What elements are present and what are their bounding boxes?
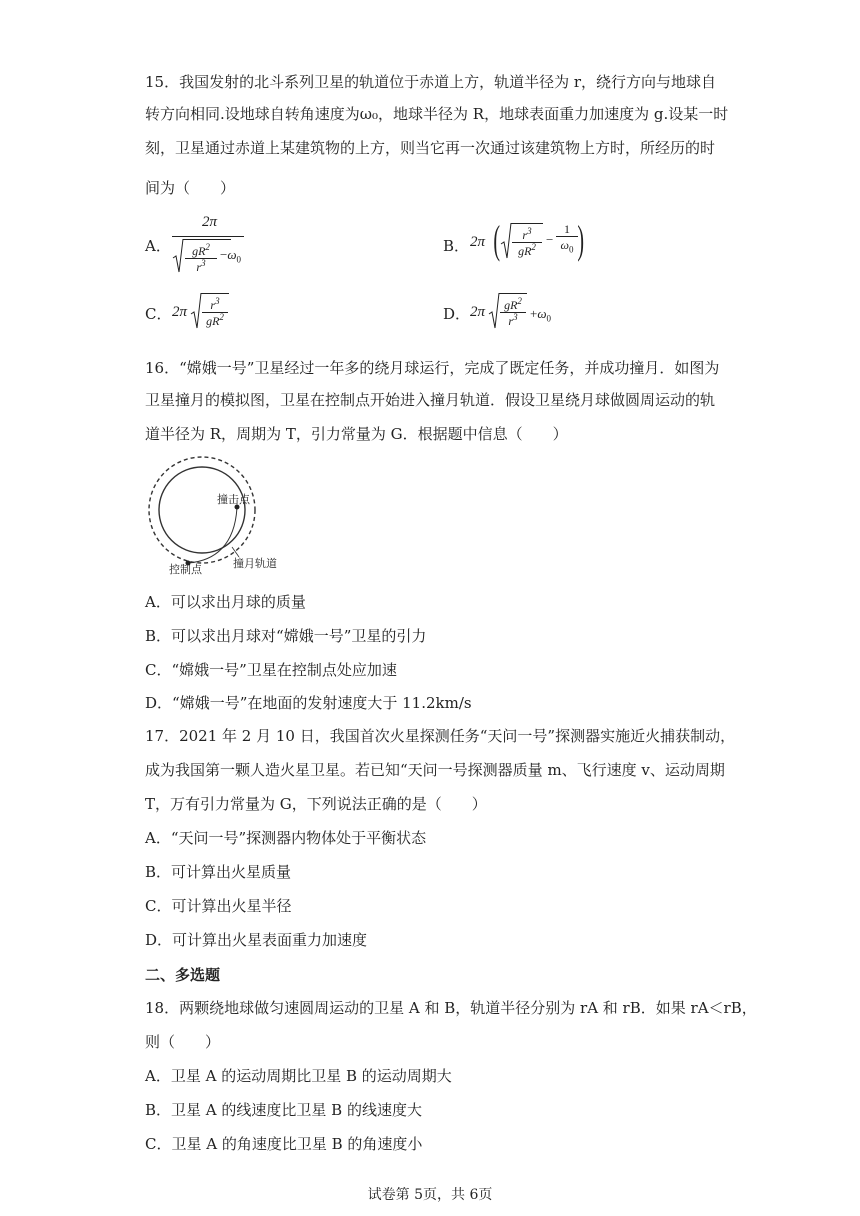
q15-option-a-label: A． xyxy=(145,237,171,255)
q16-option-d: D．“嫦娥一号”在地面的发射速度大于 11.2km/s xyxy=(145,694,472,712)
sqrt-sign-icon xyxy=(172,238,184,274)
frac-den: $\omega_0$ xyxy=(560,238,574,255)
inner-den: $gR^2$ xyxy=(518,242,536,258)
q15-option-d-label: D． xyxy=(443,305,471,323)
q17-option-c: C．可计算出火星半径 xyxy=(145,897,292,915)
minus-sign: − xyxy=(546,232,554,247)
q15-line-4: 间为（ ） xyxy=(145,179,236,197)
formula-numerator: 2π xyxy=(202,214,218,230)
inner-num: $gR^2$ xyxy=(500,294,526,313)
q15-option-b-formula xyxy=(470,218,590,268)
q16-line-2: 卫星撞月的模拟图，卫星在控制点开始进入撞月轨道．假设卫星绕月球做圆周运动的轨 xyxy=(145,391,716,409)
two-pi: 2π xyxy=(470,304,486,320)
inner-den: $gR^2$ xyxy=(206,312,224,328)
q17-line-2: 成为我国第一颗人造火星卫星。若已知“天问一号探测器质量 m、飞行速度 v、运动周期 xyxy=(145,761,725,779)
moon-circle xyxy=(159,467,245,553)
q15-line-2: 转方向相同.设地球自转角速度为ω₀，地球半径为 R，地球表面重力加速度为 g.设某一时 xyxy=(145,105,729,123)
two-pi: 2π xyxy=(172,304,188,320)
q18-line-1: 18．两颗绕地球做匀速圆周运动的卫星 A 和 B，轨道半径分别为 rA 和 rB．如果 rA＜rB， xyxy=(145,999,757,1017)
q16-option-a: A．可以求出月球的质量 xyxy=(145,593,306,611)
q18-option-a: A．卫星 A 的运动周期比卫星 B 的运动周期大 xyxy=(145,1067,452,1085)
two-pi: 2π xyxy=(470,234,486,250)
q18-option-b: B．卫星 A 的线速度比卫星 B 的线速度大 xyxy=(145,1101,422,1119)
q17-option-d: D．可计算出火星表面重力加速度 xyxy=(145,931,368,949)
sqrt-sign-icon xyxy=(500,222,512,260)
q16-line-1: 16．“嫦娥一号”卫星经过一年多的绕月球运行，完成了既定任务，并成功撞月．如图为 xyxy=(145,359,720,377)
q17-line-1: 17．2021 年 2 月 10 日，我国首次火星探测任务“天问一号”探测器实施近火捕获制动， xyxy=(145,727,736,745)
section-heading: 二、多选题 xyxy=(145,966,221,984)
q17-option-a: A．“天问一号”探测器内物体处于平衡状态 xyxy=(145,829,427,847)
page-footer: 试卷第 5页，共 6页 xyxy=(367,1187,493,1203)
impact-trajectory xyxy=(188,507,237,563)
q18-line-2: 则（ ） xyxy=(145,1033,221,1051)
sqrt-sign-icon xyxy=(488,292,500,330)
q15-line-3: 刻，卫星通过赤道上某建筑物的上方，则当它再一次通过该建筑物上方时，所经历的时 xyxy=(145,139,716,157)
fraction-bar xyxy=(172,236,244,237)
impact-point-label: 撞击点 xyxy=(217,494,250,506)
plus-omega: $+\omega_0$ xyxy=(530,306,552,324)
q18-option-c: C．卫星 A 的角速度比卫星 B 的角速度小 xyxy=(145,1135,423,1153)
frac-num: 1 xyxy=(556,222,578,237)
q15-option-c-formula xyxy=(172,290,242,334)
inner-den: $r^3$ xyxy=(508,312,518,328)
q15-option-a-formula xyxy=(172,214,252,274)
q16-option-c: C．“嫦娥一号”卫星在控制点处应加速 xyxy=(145,661,397,679)
q16-option-b: B．可以求出月球对“嫦娥一号”卫星的引力 xyxy=(145,627,427,645)
inner-num: $gR^2$ xyxy=(185,240,217,259)
q15-option-b-label: B． xyxy=(443,237,470,255)
q15-option-c-label: C． xyxy=(145,305,172,323)
q15-line-1: 15．我国发射的北斗系列卫星的轨道位于赤道上方，轨道半径为 r，绕行方向与地球自 xyxy=(145,73,717,91)
q17-option-b: B．可计算出火星质量 xyxy=(145,863,292,881)
outer-orbit xyxy=(149,457,255,563)
moon-impact-diagram xyxy=(145,455,290,575)
q17-line-3: T，万有引力常量为 G，下列说法正确的是（ ） xyxy=(145,795,487,813)
left-paren: ( xyxy=(493,217,500,262)
inner-den: $r^3$ xyxy=(196,258,206,274)
control-point-label: 控制点 xyxy=(169,564,202,575)
orbit-label: 撞月轨道 xyxy=(233,558,277,570)
right-paren: ) xyxy=(577,217,584,262)
sqrt-sign-icon xyxy=(190,292,202,330)
inner-num: $r^3$ xyxy=(512,224,542,243)
q15-option-d-formula xyxy=(470,290,570,334)
inner-num: $r^3$ xyxy=(202,294,228,313)
minus-omega: $-\omega_0$ xyxy=(220,247,242,265)
q16-line-3: 道半径为 R，周期为 T，引力常量为 G．根据题中信息（ ） xyxy=(145,425,568,443)
